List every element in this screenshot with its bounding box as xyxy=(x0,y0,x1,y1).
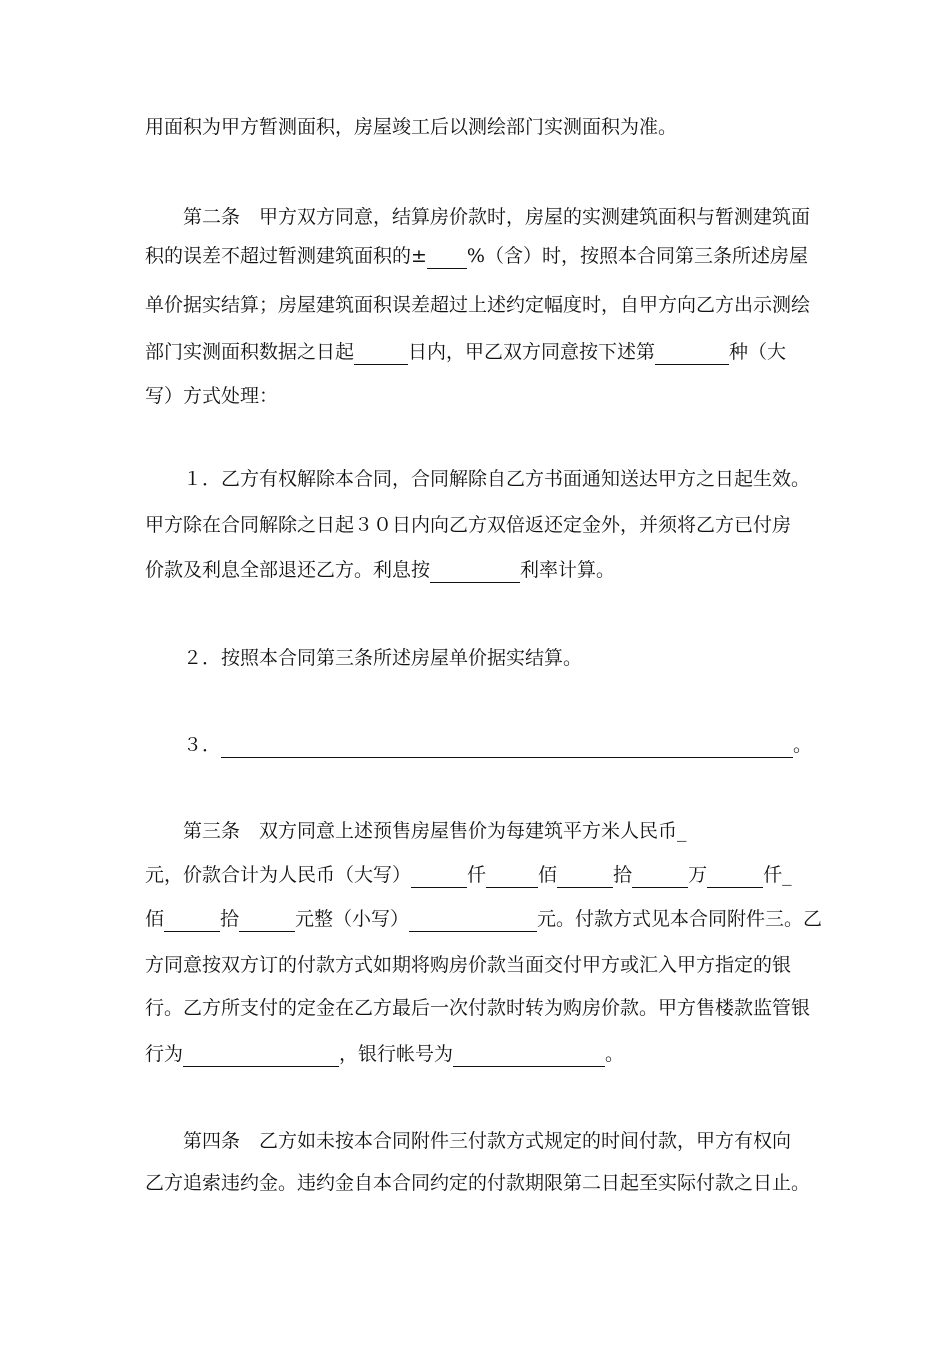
article-2-line: 写）方式处理： xyxy=(145,385,279,407)
article-3-line: 佰 拾 元整（小写） 元。付款方式见本合同附件三。乙 xyxy=(145,908,823,930)
fill-blank xyxy=(557,867,613,888)
fill-blank xyxy=(354,344,408,365)
article-4-line: 第四条 乙方如未按本合同附件三付款方式规定的时间付款，甲方有权向 xyxy=(183,1130,792,1152)
article-2-line: 第二条 甲方双方同意，结算房价款时，房屋的实测建筑面积与暂测建筑面 xyxy=(183,206,811,228)
fill-blank xyxy=(655,344,729,365)
option-2: ２．按照本合同第三条所述房屋单价据实结算。 xyxy=(183,647,583,669)
fill-blank xyxy=(427,248,467,269)
fill-blank xyxy=(409,911,537,932)
fill-blank xyxy=(164,911,220,932)
fill-blank xyxy=(239,911,295,932)
article-3-line: 行为 ，银行帐号为 。 xyxy=(145,1043,625,1065)
article-3-line: 元，价款合计为人民币（大写） 仟 佰 拾 万 仟_ xyxy=(145,864,792,886)
option-1-line: 甲方除在合同解除之日起３０日内向乙方双倍返还定金外，并须将乙方已付房 xyxy=(145,514,792,536)
paragraph-line: 用面积为甲方暂测面积，房屋竣工后以测绘部门实测面积为准。 xyxy=(145,116,678,138)
article-3-line: 第三条 双方同意上述预售房屋售价为每建筑平方米人民币_ xyxy=(183,820,687,842)
option-1-line: 价款及利息全部退还乙方。利息按 利率计算。 xyxy=(145,559,616,581)
article-3-line: 方同意按双方订的付款方式如期将购房价款当面交付甲方或汇入甲方指定的银 xyxy=(145,954,792,976)
fill-blank xyxy=(707,867,763,888)
fill-blank xyxy=(486,867,538,888)
article-2-line: 部门实测面积数据之日起 日内，甲乙双方同意按下述第 种（大 xyxy=(145,341,787,363)
article-4-line: 乙方追索违约金。违约金自本合同约定的付款期限第二日起至实际付款之日止。 xyxy=(145,1172,811,1194)
fill-blank xyxy=(411,867,467,888)
fill-blank xyxy=(453,1046,605,1067)
fill-blank xyxy=(430,562,520,583)
option-1-line: １．乙方有权解除本合同，合同解除自乙方书面通知送达甲方之日起生效。 xyxy=(183,468,811,490)
article-2-line: 单价据实结算；房屋建筑面积误差超过上述约定幅度时，自甲方向乙方出示测绘 xyxy=(145,294,811,316)
option-3: ３． 。 xyxy=(183,734,813,756)
fill-blank xyxy=(632,867,688,888)
article-2-line: 积的误差不超过暂测建筑面积的± %（含）时，按照本合同第三条所述房屋 xyxy=(145,245,808,267)
fill-blank xyxy=(221,737,793,758)
article-3-line: 行。乙方所支付的定金在乙方最后一次付款时转为购房价款。甲方售楼款监管银 xyxy=(145,997,811,1019)
fill-blank xyxy=(183,1046,339,1067)
